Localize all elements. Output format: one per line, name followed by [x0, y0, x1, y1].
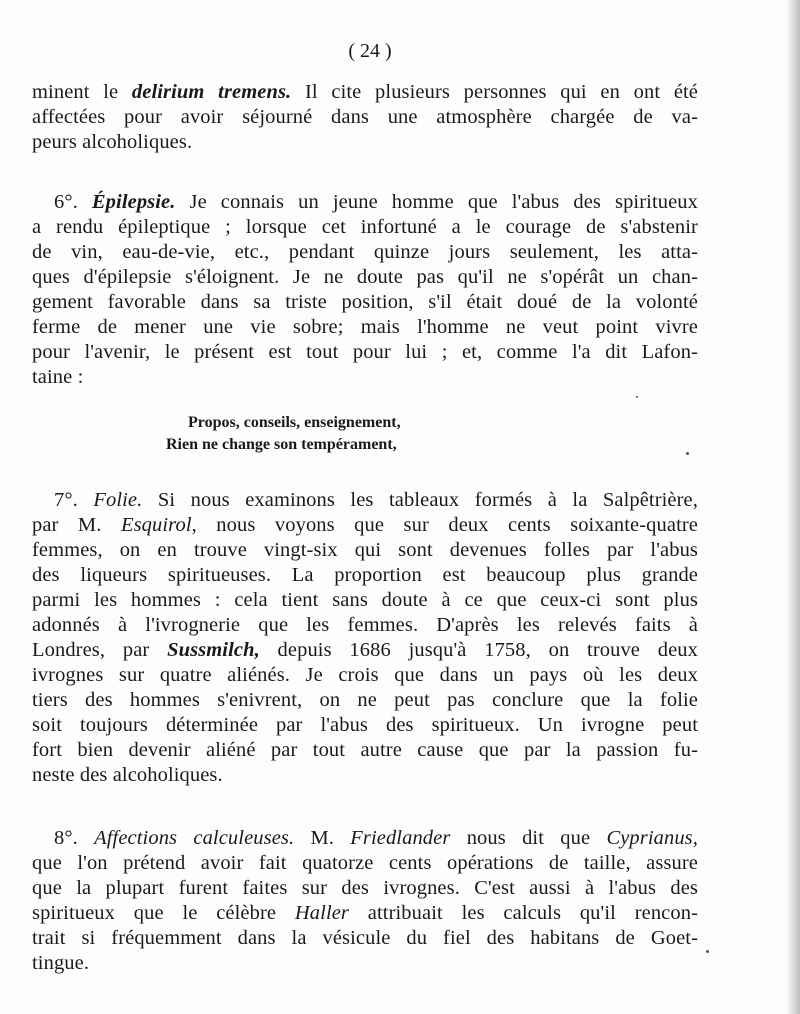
page-edge-shadow [786, 0, 800, 1014]
text-run: M. [294, 827, 351, 849]
verse-line: Propos, conseils, enseignement, [188, 414, 401, 431]
text-run: depuis 1686 jusqu'à 1758, on trouve deux [259, 639, 699, 661]
text-line: des liqueurs spiritueuses. La proportion est beaucoup plus grande [32, 564, 698, 586]
person-name: Friedlander [350, 827, 451, 849]
text-run: Londres, par [32, 639, 168, 661]
person-name: Cyprianus, [606, 827, 698, 849]
italic-term: delirium tremens. [131, 81, 292, 103]
text-line [32, 80, 698, 105]
text-run: Il cite plusieurs personnes qui en ont été [291, 81, 699, 103]
text-line: de vin, eau-de-vie, etc., pendant quinze jours seulement, les atta- [32, 241, 698, 263]
verse-quote [0, 412, 640, 456]
text-line [32, 513, 698, 538]
person-name: Sussmilch, [167, 639, 260, 661]
text-line: parmi les hommes : cela tient sans doute à ce que ceux-ci sont plus [32, 589, 698, 611]
text-line: affectées pour avoir séjourné dans une atmosphère chargée de va- [32, 106, 698, 128]
text-run: spiritueux que le célèbre [32, 902, 295, 924]
verse-line: Rien ne change son tempérament, [166, 436, 397, 453]
text-line: fort bien devenir aliéné par tout autre cause que par la passion fu- [32, 739, 698, 761]
text-line [32, 901, 698, 926]
text-line: tiers des hommes s'enivrent, on ne peut pas conclure que la folie [32, 689, 698, 711]
text-line: trait si fréquemment dans la vésicule du fiel des habitans de Goet- [32, 927, 698, 949]
text-run: Si nous examinons les tableaux formés à la Salpêtrière, [142, 489, 698, 511]
section-number: 7°. [54, 489, 94, 511]
text-line: que l'on prétend avoir fait quatorze cents opérations de taille, assure [32, 852, 698, 874]
text-line: gement favorable dans sa triste position, s'il était doué de la volonté [32, 291, 698, 313]
text-line: que la plupart furent faites sur des ivrognes. C'est aussi à l'abus des [32, 877, 698, 899]
person-name: Esquirol [120, 514, 192, 536]
text-line [32, 638, 698, 663]
text-line: ques d'épilepsie s'éloignent. Je ne doute pas qu'il ne s'opérât un chan- [32, 266, 698, 288]
section-heading: Affections calculeuses. [94, 827, 295, 849]
text-line: femmes, on en trouve vingt-six qui sont devenues folles par l'abus [32, 539, 698, 561]
text-run: minent le [32, 81, 132, 103]
text-run: attribuait les calculs qu'il rencon- [349, 902, 699, 924]
person-name: Haller [294, 902, 350, 924]
text-run: Je connais un jeune homme que l'abus des spiritueux [175, 191, 698, 213]
text-run: par M. [32, 514, 121, 536]
text-line: peurs alcoholiques. [32, 131, 193, 153]
text-line: taine : [32, 366, 84, 388]
text-line [32, 190, 698, 215]
page-number: ( 24 ) [348, 40, 392, 62]
ink-speck [686, 452, 689, 455]
text-line: ivrognes sur quatre aliénés. Je crois que dans un pays où les deux [32, 664, 698, 686]
section-number: 6°. [54, 191, 92, 213]
text-run: , nous voyons que sur deux cents soixante-quatre [191, 514, 698, 536]
text-line: adonnés à l'ivrognerie que les femmes. D'après les relevés faits à [32, 614, 698, 636]
paragraph-folie [32, 488, 698, 788]
text-run: nous dit que [450, 827, 607, 849]
section-heading: Folie. [93, 489, 143, 511]
text-line: tingue. [32, 952, 90, 974]
text-line [32, 488, 698, 513]
text-line: neste des alcoholiques. [32, 764, 223, 786]
text-line: soit toujours déterminée par l'abus des spiritueux. Un ivrogne peut [32, 714, 698, 736]
paragraph-affections-calculeuses [32, 826, 698, 976]
text-line [32, 826, 698, 851]
paragraph-epilepsie [32, 190, 698, 390]
text-line: ferme de mener une vie sobre; mais l'homme ne veut point vivre [32, 316, 698, 338]
text-line: pour l'avenir, le présent est tout pour lui ; et, comme l'a dit Lafon- [32, 341, 698, 363]
section-number: 8°. [54, 827, 95, 849]
section-heading: Épilepsie. [91, 191, 176, 213]
paragraph-continuation [32, 80, 698, 155]
ink-speck [706, 950, 709, 953]
ink-speck [636, 396, 638, 398]
text-line: a rendu épileptique ; lorsque cet infortuné a le courage de s'abstenir [32, 216, 698, 238]
